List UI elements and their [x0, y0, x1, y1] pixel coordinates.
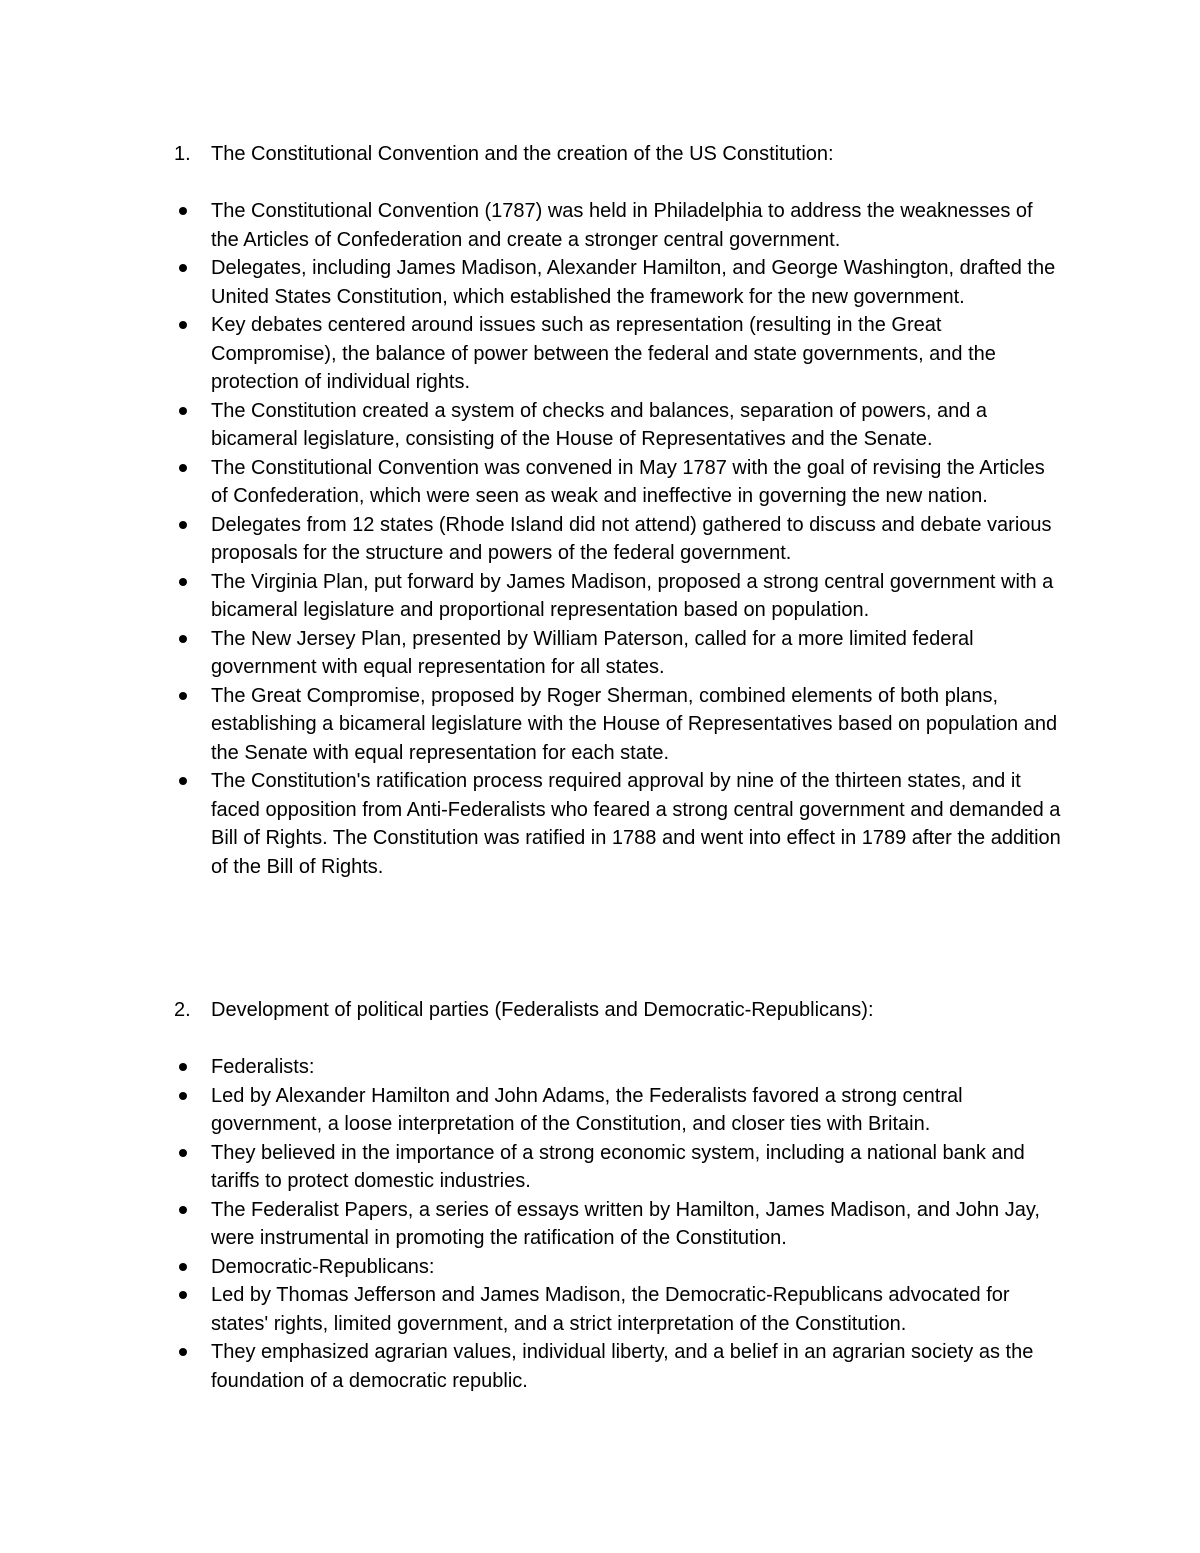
list-item-text: The Constitution's ratification process required approval by nine of the thirteen states, and it faced opposition from Anti-Federalists who feared a strong central government and demanded a Bill of Rights. The Constitution was ratified in 1788 and went into effect in 1789 after the addition of the Bill of Rights. [211, 770, 1061, 878]
list-item-text: Democratic-Republicans: [211, 1255, 435, 1278]
bullet-icon [179, 207, 187, 215]
section-1-title: The Constitutional Convention and the creation of the US Constitution: [211, 143, 834, 165]
list-item [0, 767, 1061, 881]
bullet-icon [179, 1348, 187, 1356]
section-2-title: Development of political parties (Federalists and Democratic-Republicans): [211, 999, 874, 1021]
list-item [0, 1281, 1061, 1338]
list-item-text: The Constitution created a system of checks and balances, separation of powers, and a bicameral legislature, consisting of the House of Representatives and the Senate. [211, 399, 987, 450]
list-item [0, 511, 1061, 568]
list-item [0, 454, 1061, 511]
section-1-number: 1. [174, 143, 191, 165]
list-item-text: Led by Alexander Hamilton and John Adams, the Federalists favored a strong central government, a loose interpretation of the Constitution, and closer ties with Britain. [211, 1084, 963, 1135]
bullet-icon [179, 578, 187, 586]
list-item [0, 682, 1061, 768]
list-item-text: The Great Compromise, proposed by Roger Sherman, combined elements of both plans, establishing a bicameral legislature with the House of Representatives based on population and the Senate with equal representation for each state. [211, 684, 1058, 764]
bullet-icon [179, 1263, 187, 1271]
bullet-icon [179, 1291, 187, 1299]
bullet-icon [179, 1063, 187, 1071]
bullet-icon [179, 407, 187, 415]
bullet-icon [179, 777, 187, 785]
list-item [0, 197, 1061, 254]
list-item [0, 1338, 1061, 1395]
list-item [0, 311, 1061, 397]
list-item-text: They believed in the importance of a strong economic system, including a national bank and tariffs to protect domestic industries. [211, 1141, 1025, 1192]
bullet-icon [179, 321, 187, 329]
list-item-text: The Constitutional Convention (1787) was held in Philadelphia to address the weaknesses of the Articles of Confederation and create a stronger central government. [211, 200, 1033, 251]
list-item-text: They emphasized agrarian values, individual liberty, and a belief in an agrarian society as the foundation of a democratic republic. [211, 1341, 1034, 1392]
bullet-icon [179, 1149, 187, 1157]
section-1-heading [0, 140, 1200, 169]
section-2-heading [0, 996, 1200, 1025]
list-item [0, 254, 1061, 311]
list-item-text: The Virginia Plan, put forward by James Madison, proposed a strong central government with a bicameral legislature and proportional representation based on population. [211, 570, 1054, 621]
bullet-icon [179, 692, 187, 700]
list-item-text: The Constitutional Convention was convened in May 1787 with the goal of revising the Articles of Confederation, which were seen as weak and ineffective in governing the new nation. [211, 456, 1045, 507]
list-item-text: Delegates, including James Madison, Alexander Hamilton, and George Washington, drafted the United States Constitution, which established the framework for the new government. [211, 257, 1056, 308]
list-item [0, 1139, 1061, 1196]
list-item-text: Led by Thomas Jefferson and James Madison, the Democratic-Republicans advocated for states' rights, limited government, and a strict interpretation of the Constitution. [211, 1284, 1010, 1335]
list-item-text: The Federalist Papers, a series of essays written by Hamilton, James Madison, and John Jay, were instrumental in promoting the ratification of the Constitution. [211, 1198, 1040, 1249]
list-item [0, 1196, 1061, 1253]
section-2-number: 2. [174, 999, 191, 1021]
list-item-text: The New Jersey Plan, presented by William Paterson, called for a more limited federal government with equal representation for all states. [211, 627, 974, 678]
bullet-icon [179, 464, 187, 472]
list-item [0, 1082, 1061, 1139]
section-2-bullet-list [0, 1053, 1200, 1395]
list-item-text: Delegates from 12 states (Rhode Island did not attend) gathered to discuss and debate various proposals for the structure and powers of the federal government. [211, 513, 1052, 564]
list-item [0, 568, 1061, 625]
list-item-text: Key debates centered around issues such as representation (resulting in the Great Compromise), the balance of power between the federal and state governments, and the protection of individual rights. [211, 314, 996, 393]
bullet-icon [179, 521, 187, 529]
list-item [0, 1053, 1061, 1082]
list-item [0, 1253, 1061, 1282]
bullet-icon [179, 264, 187, 272]
bullet-icon [179, 635, 187, 643]
section-1-bullet-list [0, 197, 1200, 881]
list-item-text: Federalists: [211, 1056, 315, 1078]
list-item [0, 625, 1061, 682]
bullet-icon [179, 1092, 187, 1100]
bullet-icon [179, 1206, 187, 1214]
list-item [0, 397, 1061, 454]
